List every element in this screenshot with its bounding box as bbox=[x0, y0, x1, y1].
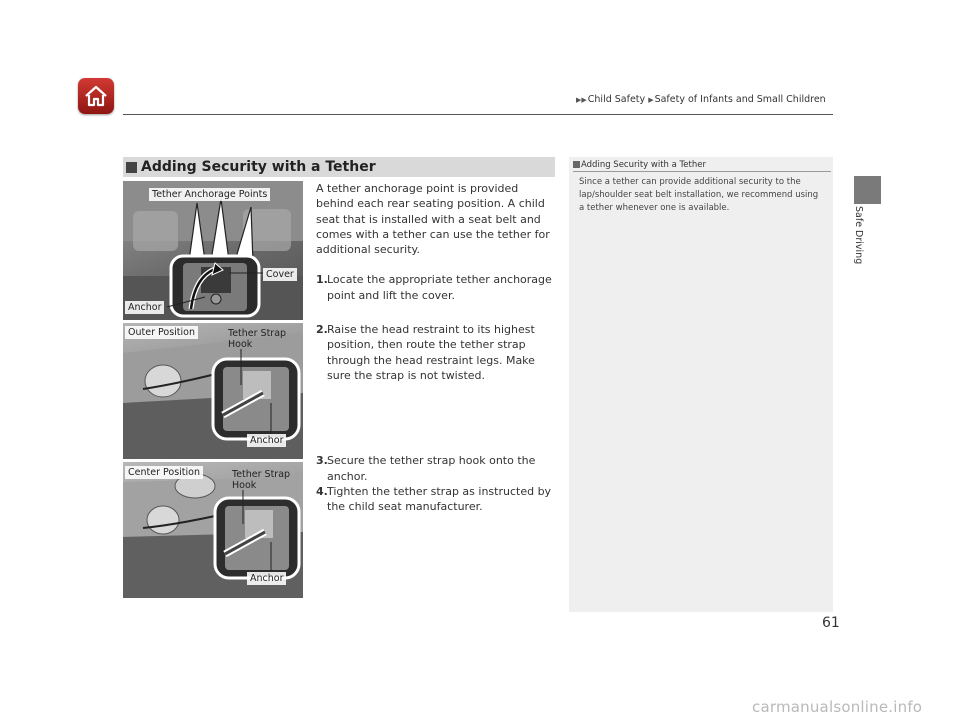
anchor-label: Anchor bbox=[125, 301, 164, 314]
section-heading bbox=[123, 157, 555, 177]
section-tab-marker[interactable] bbox=[854, 176, 881, 204]
note-divider bbox=[573, 171, 831, 172]
breadcrumb-item[interactable]: Safety of Infants and Small Children bbox=[654, 94, 826, 105]
step-1: 1. Locate the appropriate tether anchorage point and lift the cover. bbox=[316, 273, 552, 302]
hook-label: Tether Strap Hook bbox=[232, 469, 291, 491]
figure-label: Center Position bbox=[125, 466, 203, 479]
home-button[interactable] bbox=[78, 78, 114, 114]
seat-illustration bbox=[123, 181, 303, 320]
intro-paragraph: A tether anchorage point is provided behind each rear seating position. A child seat that is installed with a seat belt and comes with a tether can use the tether for additional security. bbox=[316, 182, 550, 257]
heading-square-icon bbox=[126, 162, 137, 173]
note-panel bbox=[569, 157, 833, 612]
hook-label: Tether Strap Hook bbox=[228, 328, 287, 350]
note-marker-icon bbox=[573, 161, 580, 168]
note-title[interactable]: Adding Security with a Tether bbox=[573, 160, 706, 170]
breadcrumb-arrow-icon: ▶ bbox=[648, 96, 654, 104]
breadcrumb-arrow-icon: ▶▶ bbox=[576, 96, 587, 104]
breadcrumb bbox=[576, 94, 826, 105]
anchor-label: Anchor bbox=[247, 572, 286, 585]
note-text: Since a tether can provide additional security to the lap/shoulder seat belt installation, we recommend using a tether whenever one is available. bbox=[579, 177, 819, 213]
watermark: carmanualsonline.info bbox=[752, 698, 923, 716]
breadcrumb-item[interactable]: Child Safety bbox=[587, 94, 646, 105]
step-4: 4. Tighten the tether strap as instructed by the child seat manufacturer. bbox=[316, 484, 552, 514]
figure-label: Outer Position bbox=[125, 326, 198, 339]
anchor-label: Anchor bbox=[247, 434, 286, 447]
body-text bbox=[316, 181, 556, 514]
header-divider bbox=[123, 114, 833, 115]
step-2: 2. Raise the head restraint to its highest position, then route the tether strap through the head restraint legs. Make sure the strap is not twisted. bbox=[316, 323, 535, 382]
tether-anchorage-figure bbox=[123, 181, 303, 320]
home-icon bbox=[83, 84, 109, 108]
step-3: 3. Secure the tether strap hook onto the anchor. bbox=[316, 454, 536, 483]
section-tab-label: Safe Driving bbox=[853, 206, 864, 265]
outer-position-figure bbox=[123, 323, 303, 459]
section-heading-text: Adding Security with a Tether bbox=[141, 159, 376, 175]
cover-label: Cover bbox=[263, 268, 297, 281]
center-position-figure bbox=[123, 462, 303, 598]
page-number: 61 bbox=[822, 615, 840, 631]
figure-label: Tether Anchorage Points bbox=[149, 188, 270, 201]
